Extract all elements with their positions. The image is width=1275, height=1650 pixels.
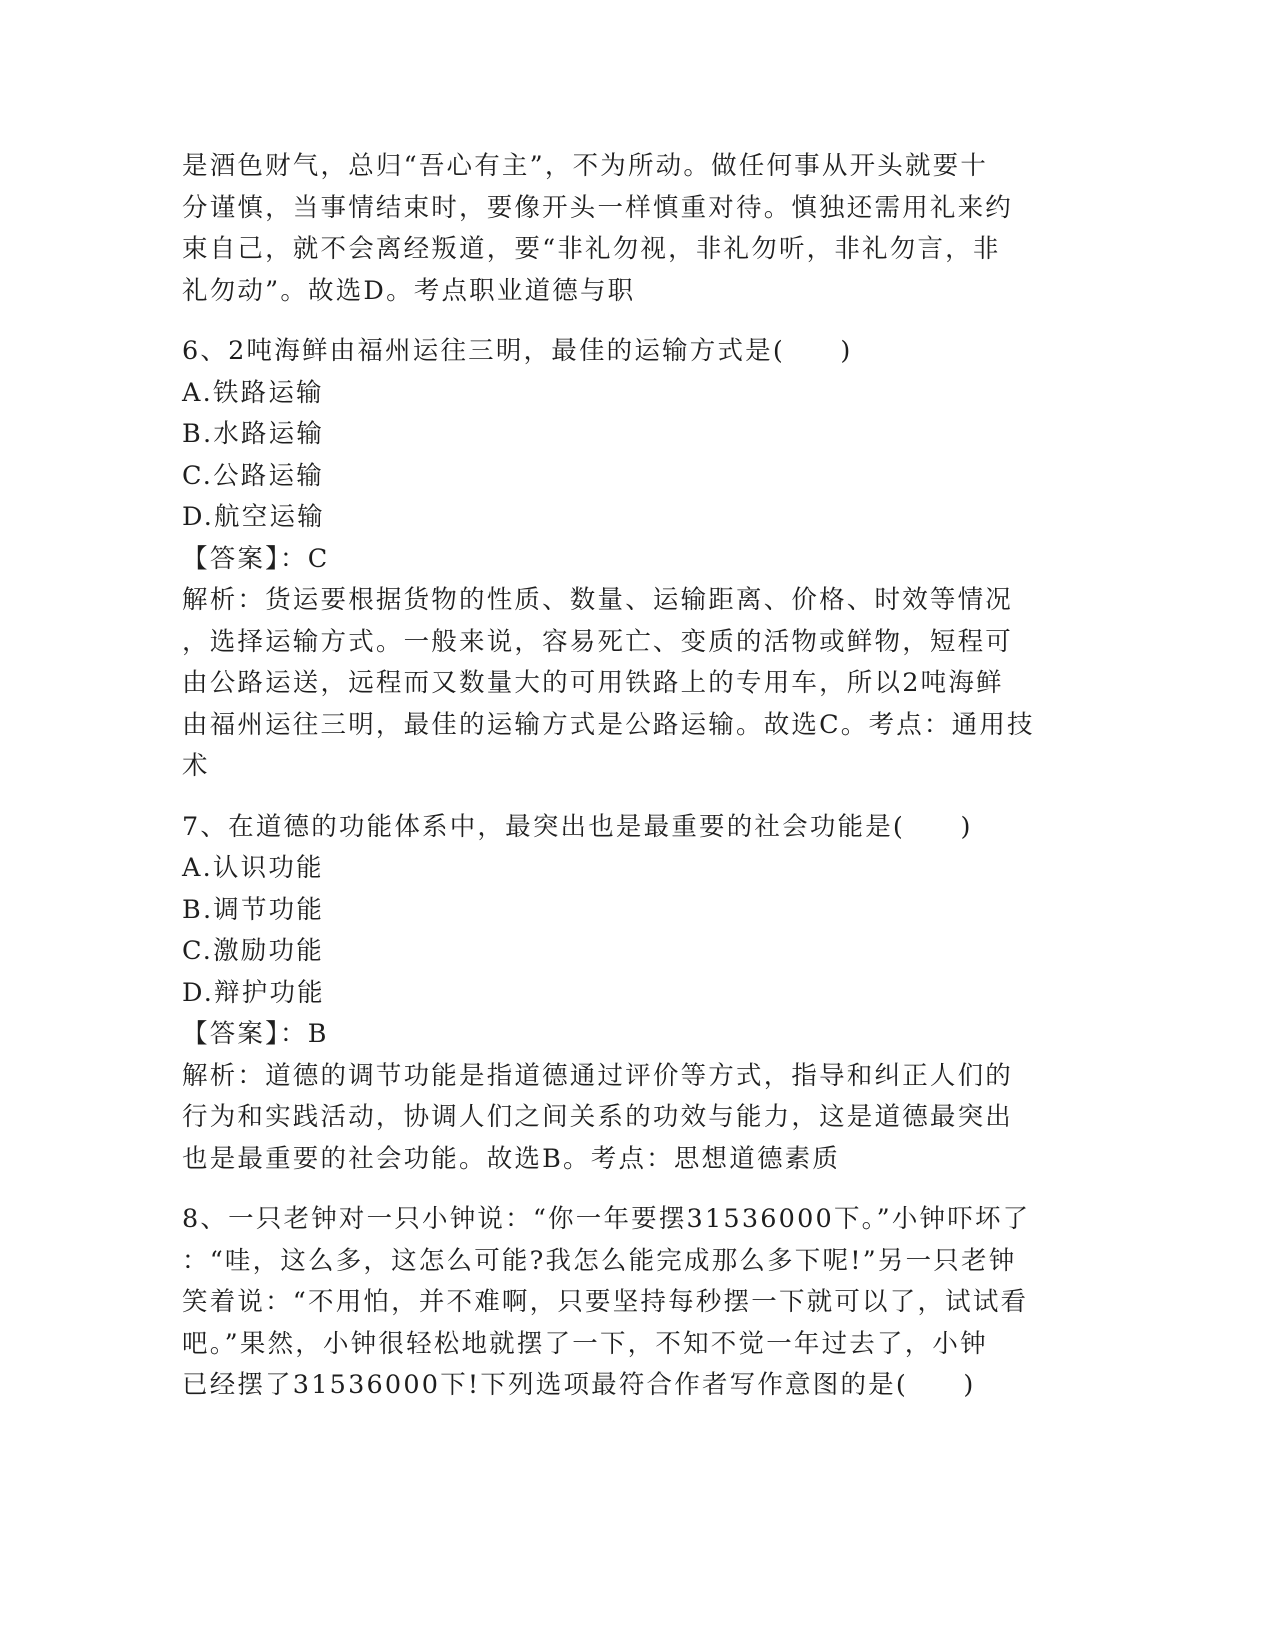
- spacer: [182, 788, 1042, 807]
- question-text: 笑着说：“不用怕，并不难啊，只要坚持每秒摆一下就可以了，试试看: [182, 1287, 1029, 1317]
- answer-line: 【答案】：B: [182, 1019, 329, 1049]
- explanation-line: 术: [182, 751, 210, 781]
- option-d: D.辩护功能: [182, 977, 325, 1008]
- explanation-line: 解析：道德的调节功能是指道德通过评价等方式，指导和纠正人们的: [182, 1060, 1014, 1091]
- q5-explanation-continuation: [182, 146, 1042, 312]
- question-text: 7、在道德的功能体系中，最突出也是最重要的社会功能是( ): [182, 811, 973, 842]
- option-b: B.水路运输: [182, 419, 325, 449]
- question-text: 吧。”果然，小钟很轻松地就摆了一下，不知不觉一年过去了，小钟: [182, 1328, 988, 1359]
- question-text: 8、一只老钟对一只小钟说：“你一年要摆31536000下。”小钟吓坏了: [182, 1204, 1031, 1234]
- text-line: 束自己，就不会离经叛道，要“非礼勿视，非礼勿听，非礼勿言，非: [182, 234, 1001, 264]
- text-line: 礼勿动”。故选D。考点职业道德与职: [182, 275, 636, 306]
- explanation-line: 解析：货运要根据货物的性质、数量、运输距离、价格、时效等情况: [182, 585, 1014, 615]
- explanation-line: ，选择运输方式。一般来说，容易死亡、变质的活物或鲜物，短程可: [182, 626, 1014, 657]
- option-a: A.铁路运输: [182, 377, 324, 408]
- option-b: B.调节功能: [182, 894, 325, 925]
- spacer: [182, 1180, 1042, 1199]
- question-text: 已经摆了31536000下!下列选项最符合作者写作意图的是( ): [182, 1370, 976, 1400]
- option-d: D.航空运输: [182, 502, 325, 532]
- explanation-line: 由公路运送，远程而又数量大的可用铁路上的专用车，所以2吨海鲜: [182, 668, 1004, 698]
- question-8: [182, 1199, 1042, 1407]
- document-page: [182, 146, 1042, 1407]
- option-c: C.公路运输: [182, 460, 324, 491]
- explanation-line: 也是最重要的社会功能。故选B。考点：思想道德素质: [182, 1143, 841, 1174]
- option-c: C.激励功能: [182, 936, 324, 966]
- answer-line: 【答案】：C: [182, 543, 330, 574]
- text-line: 分谨慎，当事情结束时，要像开头一样慎重对待。慎独还需用礼来约: [182, 192, 1014, 223]
- question-text: ：“哇，这么多，这怎么可能?我怎么能完成那么多下呢!”另一只老钟: [182, 1245, 1017, 1276]
- question-6: [182, 331, 1042, 788]
- spacer: [182, 312, 1042, 331]
- option-a: A.认识功能: [182, 853, 324, 883]
- explanation-line: 行为和实践活动，协调人们之间关系的功效与能力，这是道德最突出: [182, 1102, 1014, 1132]
- question-7: [182, 807, 1042, 1181]
- text-line: 是酒色财气，总归“吾心有主”，不为所动。做任何事从开头就要十: [182, 151, 989, 181]
- question-text: 6、2吨海鲜由福州运往三明，最佳的运输方式是( ): [182, 336, 853, 366]
- explanation-line: 由福州运往三明，最佳的运输方式是公路运输。故选C。考点：通用技: [182, 709, 1035, 740]
